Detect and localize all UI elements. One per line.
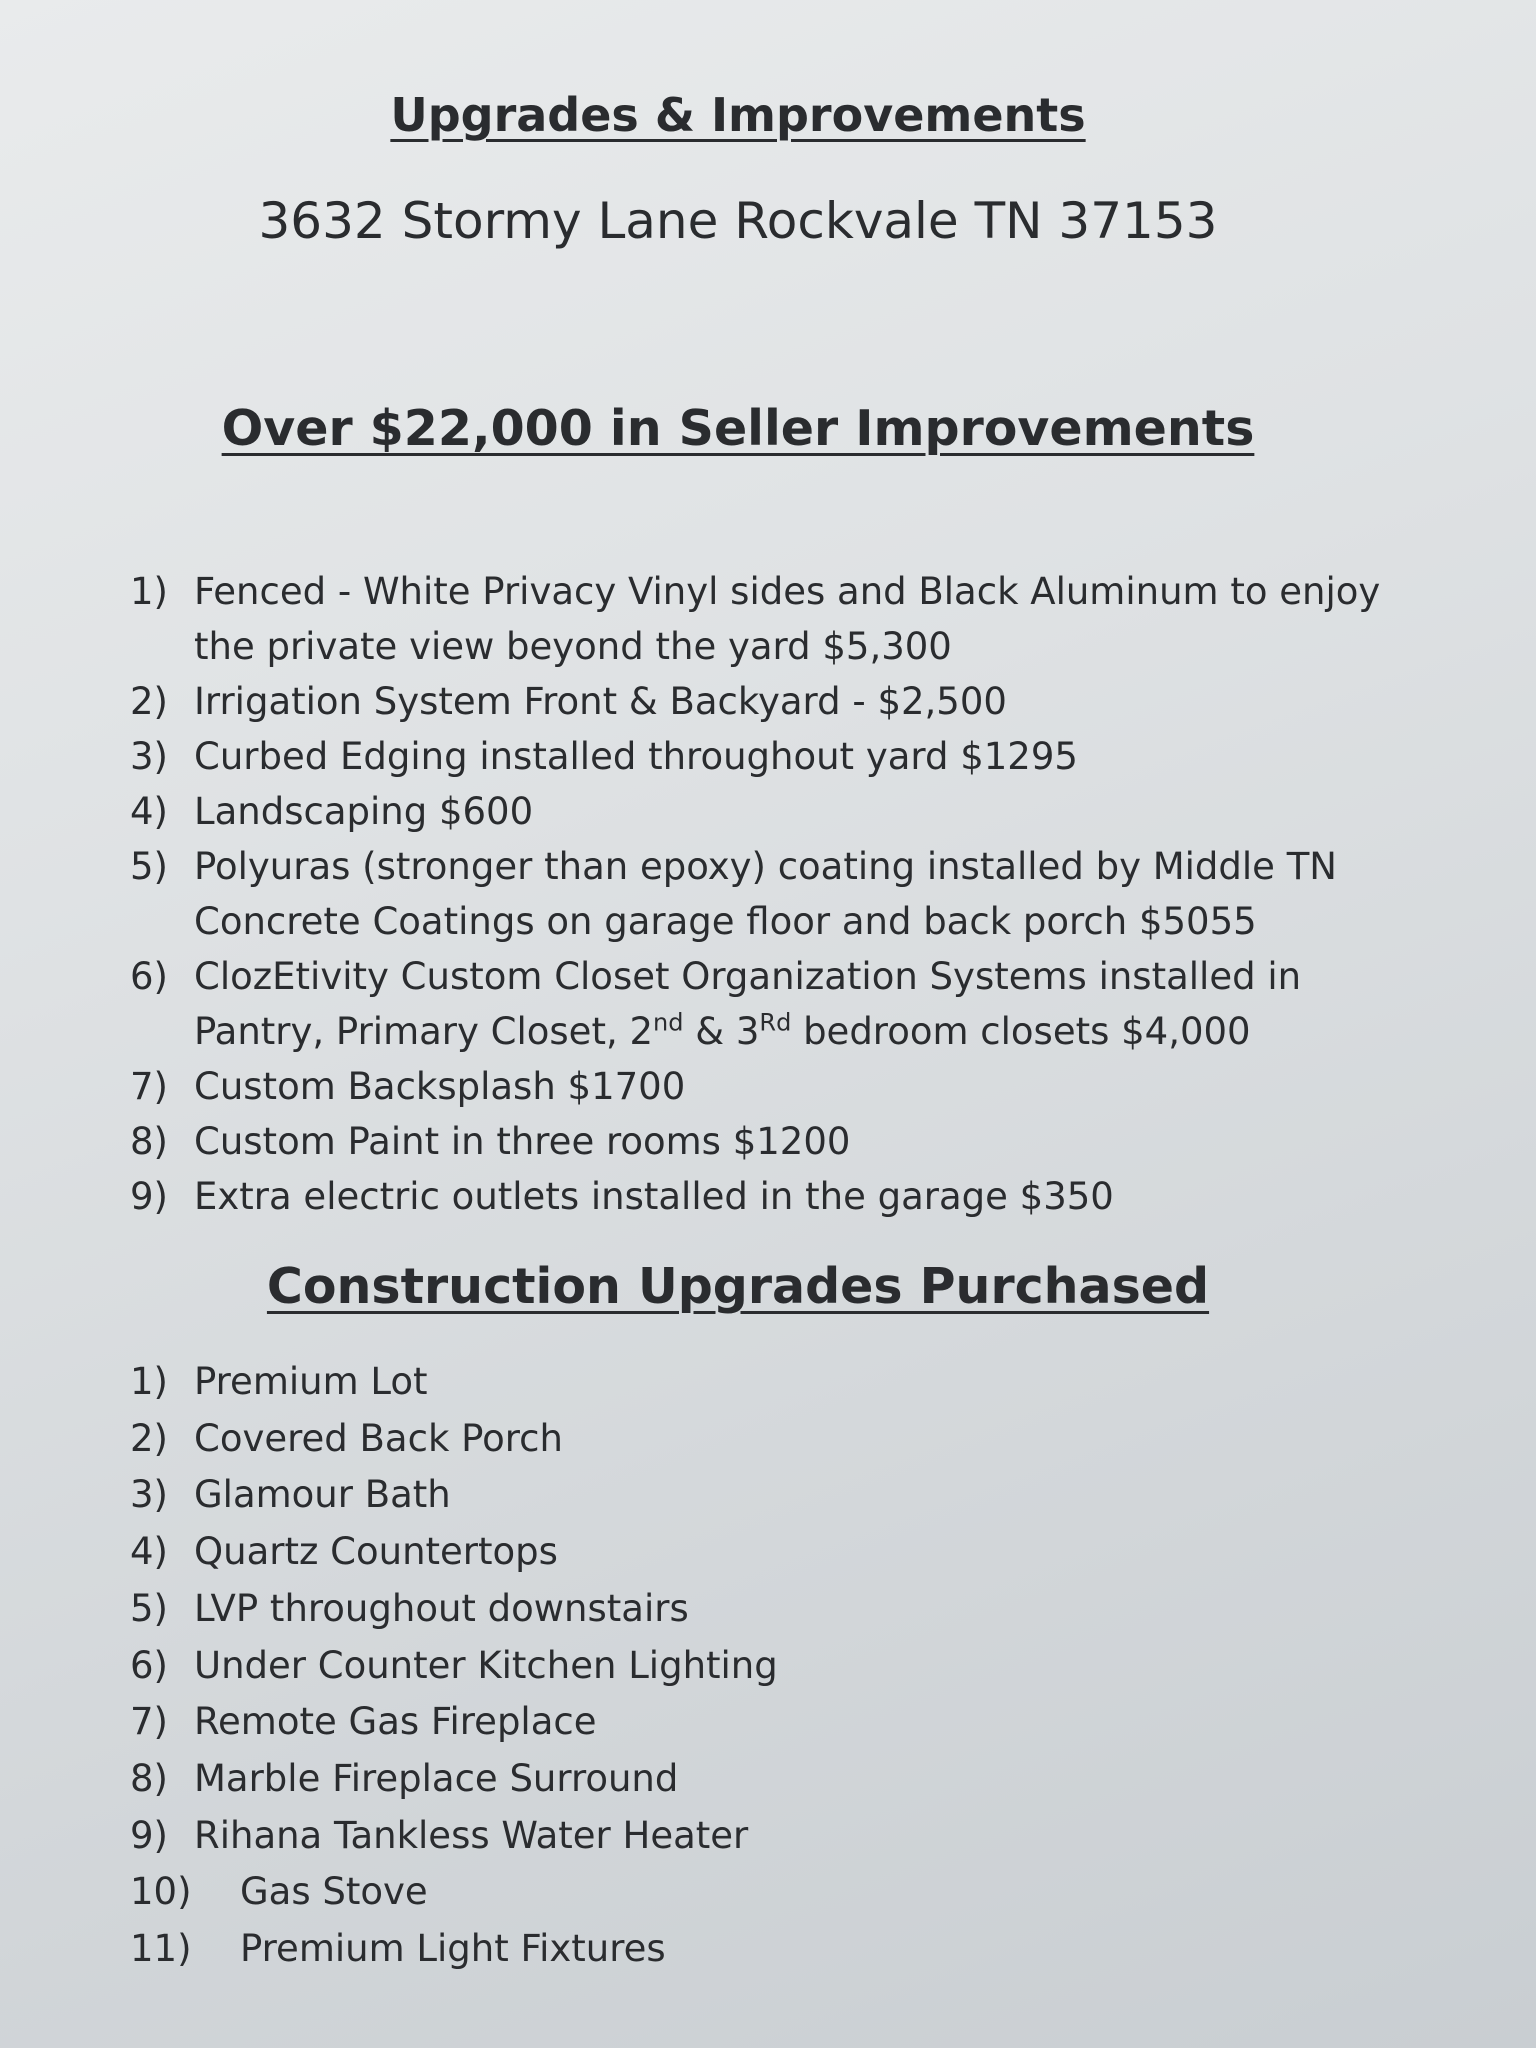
list-item xyxy=(130,674,1430,729)
list-item-number: 4) xyxy=(130,1530,168,1574)
list-item xyxy=(130,1354,1430,1411)
list-item xyxy=(130,1808,1430,1865)
seller-improvements-heading xyxy=(0,400,1476,457)
list-item-number: 7) xyxy=(130,1065,168,1108)
ordinal-suffix: Rd xyxy=(759,1008,792,1037)
list-item-number: 7) xyxy=(130,1700,168,1744)
list-item-text: Fenced - White Privacy Vinyl sides and Black Aluminum to enjoy the private view beyond the yard $5,300 xyxy=(194,570,1381,668)
list-item xyxy=(130,729,1430,784)
list-item-number: 2) xyxy=(130,680,168,723)
list-item-number: 8) xyxy=(130,1756,168,1800)
list-item xyxy=(130,1921,1430,1978)
list-item-number: 3) xyxy=(130,735,168,778)
list-item xyxy=(130,1169,1430,1224)
list-item-number: 3) xyxy=(130,1473,168,1517)
construction-upgrades-heading xyxy=(0,1258,1476,1315)
list-item-number: 6) xyxy=(130,1643,168,1687)
list-item-text: Custom Paint in three rooms $1200 xyxy=(194,1120,851,1163)
list-item xyxy=(130,1467,1430,1524)
list-item xyxy=(130,1524,1430,1581)
list-item xyxy=(130,1864,1430,1921)
list-item-text: Under Counter Kitchen Lighting xyxy=(194,1643,778,1687)
page-title xyxy=(0,88,1476,142)
list-item-text: Rihana Tankless Water Heater xyxy=(194,1813,749,1857)
list-item-number: 1) xyxy=(130,570,168,613)
list-item-text: Remote Gas Fireplace xyxy=(194,1700,597,1744)
list-item-text: Premium Light Fixtures xyxy=(240,1927,666,1971)
list-item xyxy=(130,949,1430,1059)
list-item xyxy=(130,1114,1430,1169)
list-item-text: Polyuras (stronger than epoxy) coating installed by Middle TN Concrete Coatings on garage floor and back porch $5055 xyxy=(194,845,1337,943)
construction-upgrades-heading-text: Construction Upgrades Purchased xyxy=(266,1258,1210,1315)
list-item-text-part: bedroom closets $4,000 xyxy=(791,1010,1251,1053)
list-item-number: 1) xyxy=(130,1360,168,1403)
list-item-number: 9) xyxy=(130,1175,168,1218)
ordinal-suffix: nd xyxy=(653,1008,684,1037)
page-title-text: Upgrades & Improvements xyxy=(390,88,1086,142)
list-item-text: Landscaping $600 xyxy=(194,790,534,833)
list-item-text: Premium Lot xyxy=(194,1360,428,1403)
list-item-text: Quartz Countertops xyxy=(194,1530,558,1574)
list-item-number: 2) xyxy=(130,1416,168,1460)
list-item xyxy=(130,564,1430,674)
list-item-number: 9) xyxy=(130,1813,168,1857)
list-item xyxy=(130,1638,1430,1695)
list-item xyxy=(130,839,1430,949)
list-item-text: LVP throughout downstairs xyxy=(194,1586,689,1630)
seller-improvements-heading-text: Over $22,000 in Seller Improvements xyxy=(221,400,1255,457)
list-item xyxy=(130,1411,1430,1468)
list-item-text: Extra electric outlets installed in the garage $350 xyxy=(194,1175,1114,1218)
list-item-number: 5) xyxy=(130,845,168,888)
list-item-number: 6) xyxy=(130,955,168,998)
list-item-text xyxy=(194,949,1430,1059)
list-item xyxy=(130,1059,1430,1114)
list-item-text: Curbed Edging installed throughout yard $1295 xyxy=(194,735,1078,778)
list-item-number: 8) xyxy=(130,1120,168,1163)
list-item-text: Marble Fireplace Surround xyxy=(194,1756,679,1800)
list-item-text: Irrigation System Front & Backyard - $2,500 xyxy=(194,680,1007,723)
list-item xyxy=(130,1751,1430,1808)
list-item xyxy=(130,784,1430,839)
list-item-text: Custom Backsplash $1700 xyxy=(194,1065,686,1108)
list-item-text: Glamour Bath xyxy=(194,1473,451,1517)
list-item-number: 4) xyxy=(130,790,168,833)
list-item-number: 10) xyxy=(130,1870,192,1914)
list-item xyxy=(130,1581,1430,1638)
construction-upgrades-list xyxy=(130,1354,1430,1978)
list-item-number: 11) xyxy=(130,1927,192,1971)
list-item-number: 5) xyxy=(130,1586,168,1630)
list-item-text: Gas Stove xyxy=(240,1870,428,1914)
list-item xyxy=(130,1694,1430,1751)
property-address: 3632 Stormy Lane Rockvale TN 37153 xyxy=(258,192,1218,250)
list-item-text: Covered Back Porch xyxy=(194,1416,563,1460)
list-item-text-part: ClozEtivity Custom Closet Organization Systems installed in Pantry, Primary Closet, 2 xyxy=(194,955,1302,1053)
seller-improvements-list xyxy=(130,564,1430,1224)
list-item-text-part: & 3 xyxy=(683,1010,760,1053)
